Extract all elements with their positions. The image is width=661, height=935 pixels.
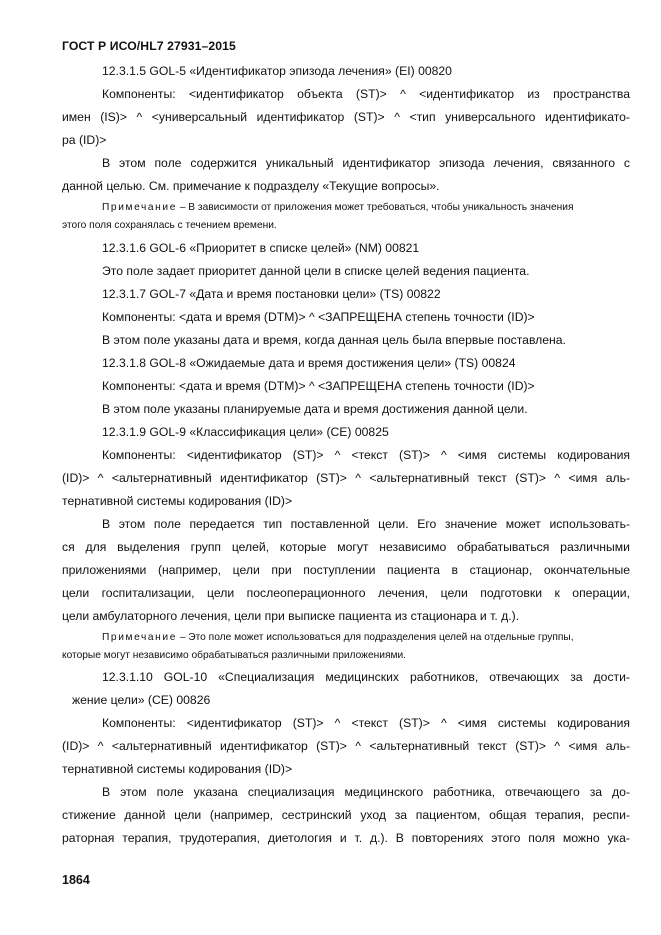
body-line: (ID)> ^ <альтернативный идентификатор (ST)> ^ <альтернативный текст (ST)> ^ <имя аль- bbox=[62, 739, 630, 753]
note-line: Примечание – В зависимости от приложения может требоваться, чтобы уникальность значения bbox=[102, 202, 574, 213]
note-line: которые могут независимо обрабатываться различными приложениями. bbox=[62, 650, 407, 661]
body-line: В этом поле указана специализация медицинского работника, отвечающего за до- bbox=[102, 785, 630, 799]
note-line: этого поля сохранялась с течением времени. bbox=[62, 220, 277, 231]
body-line: Это поле задает приоритет данной цели в списке целей ведения пациента. bbox=[102, 264, 530, 278]
section-heading: 12.3.1.5 GOL-5 «Идентификатор эпизода лечения» (EI) 00820 bbox=[102, 64, 452, 78]
body-line: стижение данной цели (например, сестринский уход за пациентом, общая терапия, респи- bbox=[62, 808, 630, 822]
body-line: цели амбулаторного лечения, цели при выписке пациента из стационара и т. д.). bbox=[62, 609, 520, 623]
body-line: тернативной системы кодирования (ID)> bbox=[62, 494, 293, 508]
body-line: Компоненты: <идентификатор (ST)> ^ <текст (ST)> ^ <имя системы кодирования bbox=[102, 716, 630, 730]
note-label: Примечание bbox=[102, 202, 177, 213]
body-line: Компоненты: <дата и время (DTM)> ^ <ЗАПРЕЩЕНА степень точности (ID)> bbox=[102, 310, 535, 324]
body-line: имен (IS)> ^ <универсальный идентификатор (ST)> ^ <тип универсального идентификато- bbox=[62, 110, 630, 124]
section-heading: 12.3.1.8 GOL-8 «Ожидаемые дата и время достижения цели» (TS) 00824 bbox=[102, 356, 516, 370]
page-number: 1864 bbox=[62, 873, 90, 887]
body-line: данной целью. См. примечание к подразделу «Текущие вопросы». bbox=[62, 179, 440, 193]
document-header: ГОСТ Р ИСО/HL7 27931–2015 bbox=[62, 39, 236, 53]
section-heading: жение цели» (CE) 00826 bbox=[72, 693, 211, 707]
section-heading: 12.3.1.10 GOL-10 «Специализация медицинских работников, отвечающих за дости- bbox=[102, 670, 630, 684]
body-line: (ID)> ^ <альтернативный идентификатор (ST)> ^ <альтернативный текст (ST)> ^ <имя аль- bbox=[62, 471, 630, 485]
note-label: Примечание bbox=[102, 632, 177, 643]
body-line: Компоненты: <идентификатор (ST)> ^ <текст (ST)> ^ <имя системы кодирования bbox=[102, 448, 630, 462]
body-line: Компоненты: <дата и время (DTM)> ^ <ЗАПРЕЩЕНА степень точности (ID)> bbox=[102, 379, 535, 393]
body-line: В этом поле указаны дата и время, когда данная цель была впервые поставлена. bbox=[102, 333, 566, 347]
note-line: Примечание – Это поле может использоваться для подразделения целей на отдельные группы, bbox=[102, 632, 574, 643]
body-line: В этом поле передается тип поставленной цели. Его значение может использовать- bbox=[102, 517, 630, 531]
body-line: тернативной системы кодирования (ID)> bbox=[62, 762, 293, 776]
body-line: ся для выделения групп целей, которые могут независимо обрабатываться различными bbox=[62, 540, 630, 554]
body-line: В этом поле указаны планируемые дата и время достижения данной цели. bbox=[102, 402, 528, 416]
body-line: Компоненты: <идентификатор объекта (ST)> ^ <идентификатор из пространства bbox=[102, 87, 630, 101]
section-heading: 12.3.1.9 GOL-9 «Классификация цели» (CE) 00825 bbox=[102, 425, 389, 439]
body-line: приложениями (например, цели при поступлении пациента в стационар, окончательные bbox=[62, 563, 630, 577]
body-line: раторная терапия, трудотерапия, диетология и т. д.). В повторениях этого поля можно ука- bbox=[62, 831, 630, 845]
section-heading: 12.3.1.7 GOL-7 «Дата и время постановки цели» (TS) 00822 bbox=[102, 287, 441, 301]
body-line: цели госпитализации, цели послеоперационного лечения, цели подготовки к операции, bbox=[62, 586, 630, 600]
body-line: ра (ID)> bbox=[62, 133, 107, 147]
body-line: В этом поле содержится уникальный идентификатор эпизода лечения, связанного с bbox=[102, 156, 630, 170]
section-heading: 12.3.1.6 GOL-6 «Приоритет в списке целей» (NM) 00821 bbox=[102, 241, 420, 255]
